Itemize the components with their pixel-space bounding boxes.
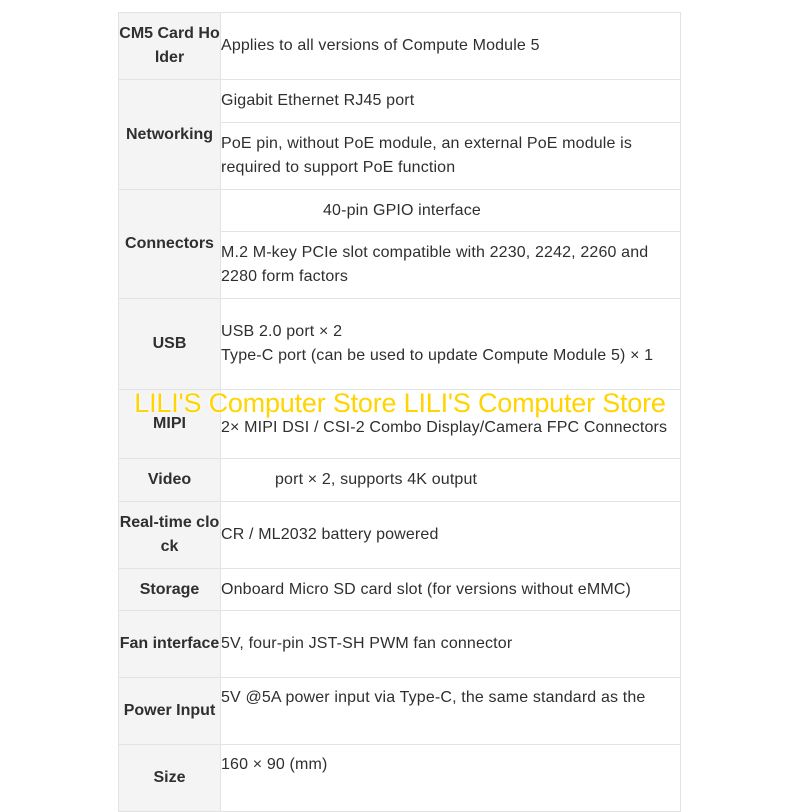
row-label-real-time-clock: Real-time clock [119, 502, 221, 569]
row-value: M.2 M-key PCIe slot compatible with 2230, 2242, 2260 and 2280 form factors [221, 232, 681, 299]
row-value: 5V, four-pin JST-SH PWM fan connector [221, 611, 681, 678]
row-value: 5V @5A power input via Type-C, the same standard as the [221, 678, 681, 745]
table-row [119, 13, 681, 80]
table-row [119, 190, 681, 232]
store-watermark: LILI'S Computer Store LILI'S Computer Store [134, 388, 666, 418]
table-row [119, 80, 681, 123]
usb-line-1: USB 2.0 port × 2 [221, 323, 343, 340]
table-row [119, 459, 681, 502]
row-label-mipi: MIPI [119, 390, 221, 459]
table-row [119, 678, 681, 745]
row-label-video: Video [119, 459, 221, 502]
row-label-cm5-card-holder: CM5 Card Holder [119, 13, 221, 80]
table-row [119, 569, 681, 611]
row-value: Gigabit Ethernet RJ45 port [221, 80, 681, 123]
row-label-fan-interface: Fan interface [119, 611, 221, 678]
row-value: Onboard Micro SD card slot (for versions without eMMC) [221, 569, 681, 611]
row-label-storage: Storage [119, 569, 221, 611]
row-value: Applies to all versions of Compute Module 5 [221, 13, 681, 80]
usb-line-2: Type-C port (can be used to update Compute Module 5) × 1 [221, 347, 654, 364]
row-value: 160 × 90 (mm) [221, 745, 681, 812]
table-row [119, 502, 681, 569]
row-label-power-input: Power Input [119, 678, 221, 745]
row-label-size: Size [119, 745, 221, 812]
row-value: 40-pin GPIO interface [221, 190, 681, 232]
row-value: CR / ML2032 battery powered [221, 502, 681, 569]
row-label-usb: USB [119, 299, 221, 390]
row-value: port × 2, supports 4K output [221, 459, 681, 502]
table-row [119, 611, 681, 678]
table-row [119, 745, 681, 812]
row-value [221, 299, 681, 390]
table-row [119, 299, 681, 390]
row-value: PoE pin, without PoE module, an external PoE module is required to support PoE function [221, 123, 681, 190]
row-label-networking: Networking [119, 80, 221, 190]
row-value: 2× MIPI DSI / CSI-2 Combo Display/Camera FPC Connectors [221, 390, 681, 459]
row-label-connectors: Connectors [119, 190, 221, 299]
